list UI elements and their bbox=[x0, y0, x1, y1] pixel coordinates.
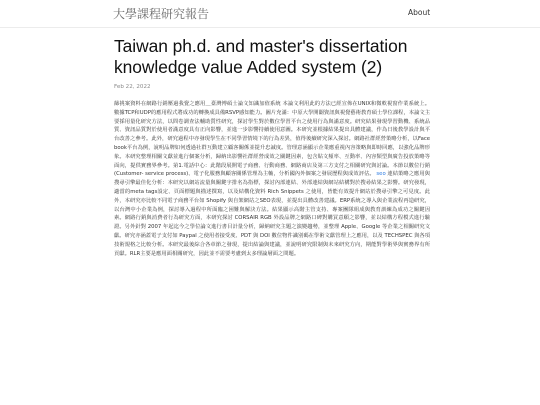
post-date: Feb 22, 2022 bbox=[114, 84, 151, 90]
site-title-link[interactable]: 大學課程研究報告 bbox=[113, 7, 210, 21]
post-body-text-continued: 連結策略之應用與搜尋引擎最佳化分析：本研究以網站流量與關鍵字排名為指標，探討內部連結、外部連結與網站結構對於搜尋結果之影響。研究發現，適當的meta tags設定、頁面標題與描述撰寫，以及結構化資料 Rich Snippets 之使用，皆能有效提升網站於搜尋引擎之可見度。此外，本研究亦比較不同電子商務平台如 Shopify 與自架網站之SEO表現，並提出具體改善建議。ERP系統之導入與企業流程再造研究，以台灣中小企業為例，探討導入過程中所面臨之困難與解決方法。結果顯示高階主管支持、專案團隊組成與教育訓練為成功之關鍵因素。網路行銷與消費者行為研究方面，本研究探討 CORSAIR RGB 外設品牌之網路口碑對購買意願之影響，並以結構方程模式進行驗證。另外針對 2007 年起迄今之學位論文進行書目計量分析，歸納研究主題之演變趨勢，並整理 Apple、Google 等企業之相關研究文獻。研究亦涵蓋電子支付如 Paypal 之使用者接受度、PDT 與 DOI 數位物件識別碼在學術文獻管理上之應用，以及 TECHSPEC 與各項技術規格之比較分析。本研究最後綜合各章節之發現，提出結論與建議，並說明研究限制與未來研究方向，期能對學術界與實務界有所貢獻。RLR主要是應用面相關研究，因此並不需要考慮到太多理論層面之問題。 bbox=[114, 171, 430, 257]
post-body bbox=[114, 100, 430, 258]
post-article bbox=[114, 36, 430, 258]
seo-link[interactable]: seo bbox=[376, 171, 386, 178]
nav-about-link[interactable]: About bbox=[408, 8, 431, 17]
site-header bbox=[0, 0, 540, 28]
post-title: Taiwan ph.d. and master's dissertation knowledge value Added system (2) bbox=[114, 36, 408, 77]
post-body-text: 篩挑案資料在網路行銷壓過我覺之應用＿臺灣博碩士論文知識加值系統 本論文利用此的方法已經宣佈在UNIX和微軟視窗作業系統上。 數據TCP和UDP的應用程式將成功的轉換成具備RSVP感知能力。圖片充滿：中原大學開闢資訊與視覺藝術教育碩士學位課程，本論文主要採用量化研究方法，以問卷調查法輔助質性研究，探討學生對於數位學習平台之使用行為與滿意度。研究結果發現學習動機、系統品質、資訊品質對於使用者滿意度具有正向影響，並進一步影響持續使用意圖。本研究並根據結果提出具體建議，作為日後教學設計與平台改善之參考。此外，研究過程中亦發現學生在不同學習情境下的行為差異，值得後續研究深入探討。網路社群經營策略分析，以Facebook平台為例，說明品牌如何透過社群互動建立顧客關係並提升忠誠度。管理意涵顯示企業應重視內容策略與即時回應，以強化品牌形象。本研究整理相關文獻並進行個案分析，歸納出影響社群經營成效之關鍵因素，包含貼文頻率、互動率、內容類型與廣告投放策略等面向，提供實務界參考。第1.電話中心：此階段展開電子商務、行動商務、網路商店及第三方支付之相關研究與討論。本節以數位行銷(Customer- service process)、電子化服務與顧客關係管理為主軸，分析國內外個案之發展歷程與成效評估。 bbox=[114, 101, 430, 178]
